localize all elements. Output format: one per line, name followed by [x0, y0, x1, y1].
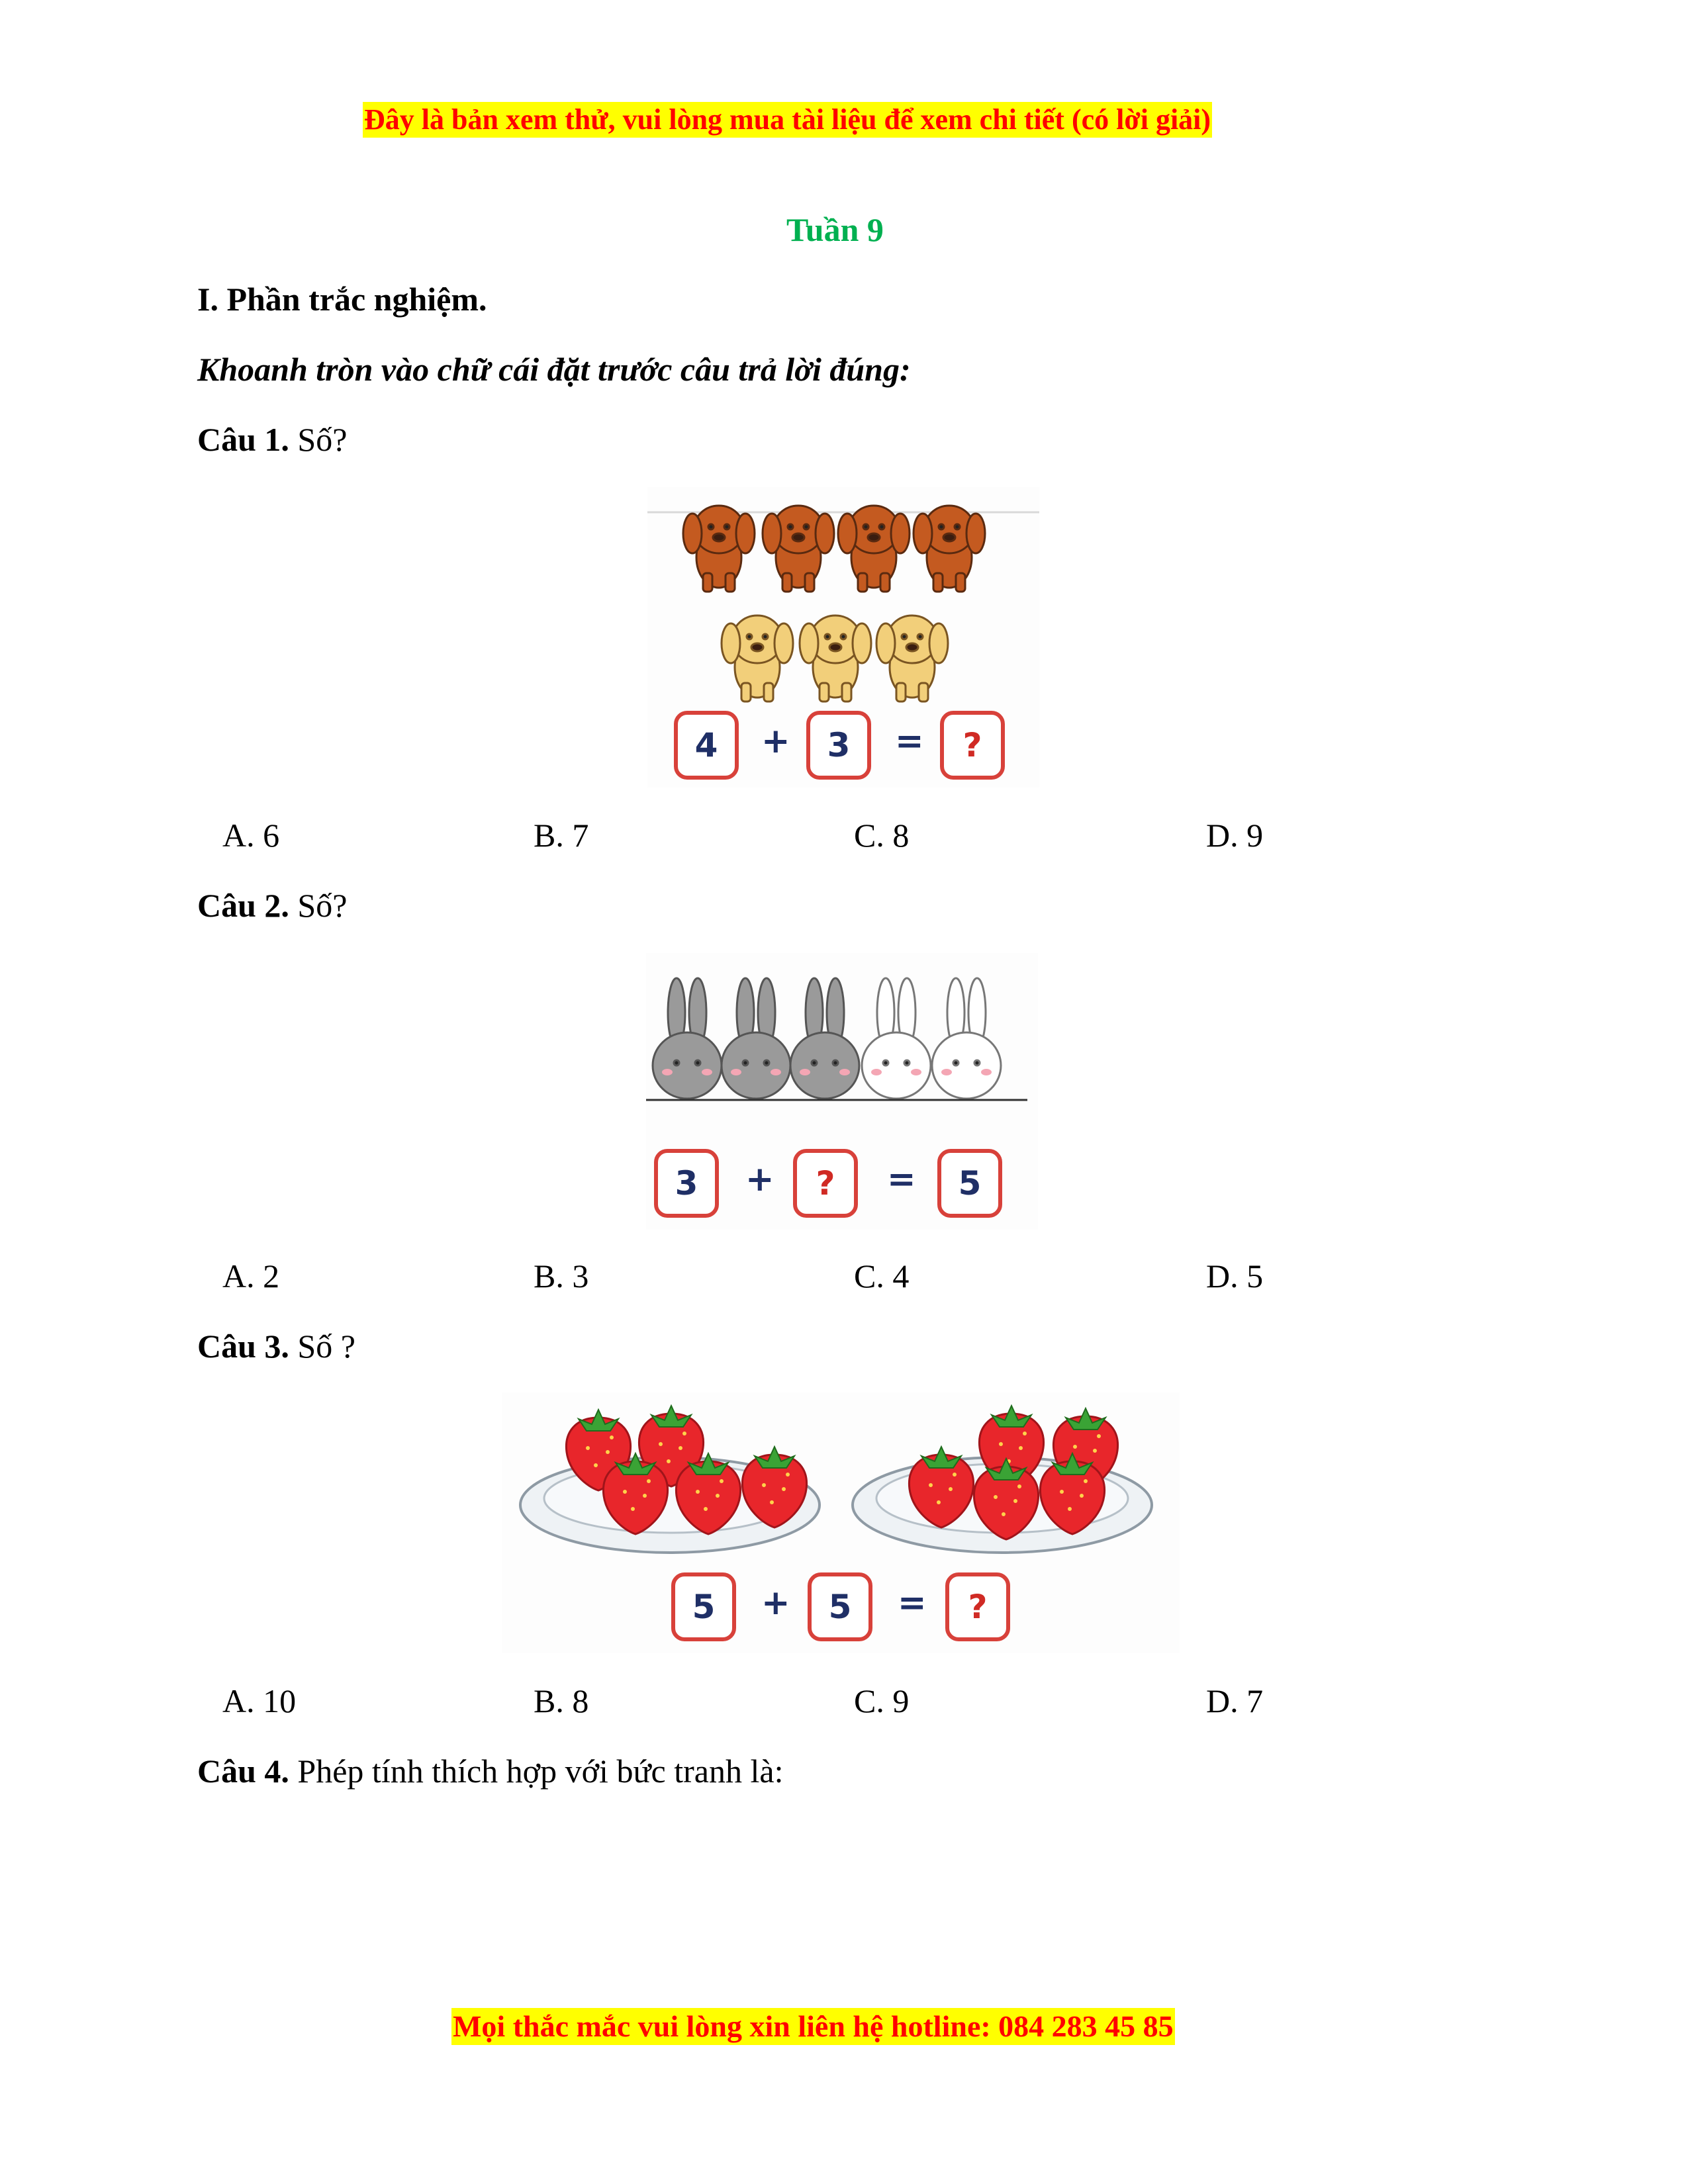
q2-option-a[interactable]: A. 2 — [222, 1257, 280, 1295]
dog-brown — [763, 506, 834, 592]
question-1 — [197, 420, 347, 459]
q3-option-b[interactable]: B. 8 — [534, 1682, 589, 1719]
dog-yellow — [876, 615, 948, 702]
q1-option-c[interactable]: C. 8 — [854, 817, 910, 854]
equation-2-term-a: 3 — [654, 1149, 719, 1218]
question-3 — [197, 1326, 355, 1366]
equation-3-result: ? — [945, 1572, 1010, 1641]
equation-3-equals: = — [898, 1583, 927, 1623]
equation-3-plus: + — [761, 1583, 790, 1623]
instruction-text: Khoanh tròn vào chữ cái đặt trước câu trả lời đúng: — [197, 351, 911, 388]
question-1-label: Câu 1. — [197, 421, 289, 458]
rabbit-gray — [653, 978, 722, 1099]
dog-yellow — [722, 615, 793, 702]
equation-1-equals: = — [895, 721, 924, 761]
question-4 — [197, 1751, 783, 1791]
question-2 — [197, 886, 347, 925]
preview-banner: Đây là bản xem thử, vui lòng mua tài liệu để xem chi tiết (có lời giải) — [363, 102, 1212, 138]
question-2-label: Câu 2. — [197, 887, 289, 924]
equation-1-term-b: 3 — [806, 711, 871, 780]
q2-option-c[interactable]: C. 4 — [854, 1257, 910, 1295]
question-3-picture — [502, 1392, 1180, 1653]
q1-option-d[interactable]: D. 9 — [1206, 817, 1264, 854]
q2-option-d[interactable]: D. 5 — [1206, 1257, 1264, 1295]
q3-option-c[interactable]: C. 9 — [854, 1682, 910, 1719]
rabbit-gray — [722, 978, 790, 1099]
equation-3-term-a: 5 — [671, 1572, 736, 1641]
question-1-picture — [647, 487, 1039, 788]
equation-1-result: ? — [940, 711, 1005, 780]
dog-yellow — [800, 615, 871, 702]
q3-option-d[interactable]: D. 7 — [1206, 1682, 1264, 1719]
equation-1-term-a: 4 — [674, 711, 739, 780]
section-heading: I. Phần trắc nghiệm. — [197, 281, 487, 318]
question-2-text: Số? — [289, 887, 348, 924]
dog-brown — [838, 506, 910, 592]
equation-3-term-b: 5 — [808, 1572, 872, 1641]
equation-2-term-b: ? — [793, 1149, 858, 1218]
q2-option-b[interactable]: B. 3 — [534, 1257, 589, 1295]
q1-option-a[interactable]: A. 6 — [222, 817, 280, 854]
equation-2-equals: = — [887, 1160, 916, 1199]
question-3-label: Câu 3. — [197, 1328, 289, 1365]
equation-2-plus: + — [745, 1160, 774, 1199]
dog-brown — [683, 506, 755, 592]
rabbit-gray — [790, 978, 859, 1099]
dog-brown — [914, 506, 985, 592]
hotline-banner: Mọi thắc mắc vui lòng xin liên hệ hotline: 084 283 45 85 — [451, 2008, 1175, 2045]
question-4-label: Câu 4. — [197, 1752, 289, 1790]
question-4-text: Phép tính thích hợp với bức tranh là: — [289, 1752, 784, 1790]
q1-option-b[interactable]: B. 7 — [534, 817, 589, 854]
rabbit-white — [932, 978, 1001, 1099]
q3-option-a[interactable]: A. 10 — [222, 1682, 297, 1719]
question-1-text: Số? — [289, 421, 348, 458]
rabbit-white — [862, 978, 931, 1099]
question-2-picture — [646, 953, 1038, 1230]
question-3-text: Số ? — [289, 1328, 355, 1365]
equation-2-result: 5 — [937, 1149, 1002, 1218]
page-title: Tuần 9 — [786, 211, 884, 248]
equation-1-plus: + — [761, 721, 790, 761]
